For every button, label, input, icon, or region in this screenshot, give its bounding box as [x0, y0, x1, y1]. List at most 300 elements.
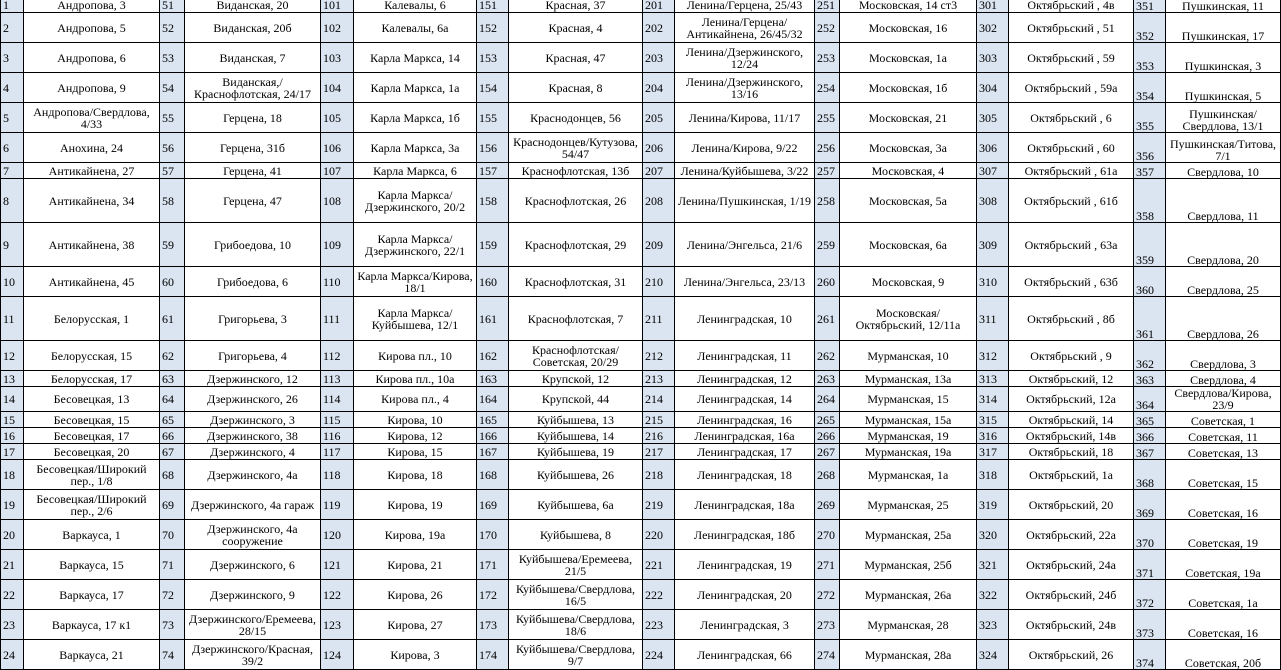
address-cell: Виданская, 7	[185, 43, 321, 73]
table-body	[1, 0, 1281, 670]
row-number: 102	[321, 13, 354, 43]
address-cell: Карла Маркса/Куйбышева, 12/1	[354, 297, 477, 341]
row-number: 268	[815, 460, 840, 490]
row-number: 23	[1, 610, 24, 640]
row-number: 212	[643, 341, 675, 371]
address-cell: Дзержинского, 3	[185, 412, 321, 428]
row-number: 369	[1134, 490, 1166, 520]
address-cell: Свердлова, 26	[1166, 297, 1281, 341]
address-cell: Карла Маркса, 1а	[354, 73, 477, 103]
address-cell: Кирова, 12	[354, 428, 477, 444]
address-cell: Куйбышева, 8	[509, 520, 643, 550]
address-cell: Ленинградская, 14	[675, 387, 815, 412]
row-number: 12	[1, 341, 24, 371]
address-cell: Дзержинского, 38	[185, 428, 321, 444]
address-cell: Октябрьский, 24в	[1009, 610, 1134, 640]
address-cell: Ленина/Кирова, 11/17	[675, 103, 815, 133]
address-cell: Андропова, 5	[24, 13, 160, 43]
address-cell: Дзержинского, 4а сооружение	[185, 520, 321, 550]
address-cell: Краснодонцев, 56	[509, 103, 643, 133]
row-number: 73	[160, 610, 185, 640]
address-cell: Куйбышева, 13	[509, 412, 643, 428]
address-cell: Ленина/Герцена/Антикайнена, 26/45/32	[675, 13, 815, 43]
table-row	[1, 133, 1281, 163]
row-number: 358	[1134, 179, 1166, 223]
address-cell: Краснофлотская, 29	[509, 223, 643, 267]
address-cell: Кирова, 10	[354, 412, 477, 428]
row-number: 318	[977, 460, 1009, 490]
row-number: 314	[977, 387, 1009, 412]
row-number: 205	[643, 103, 675, 133]
address-cell: Советская, 19	[1166, 520, 1281, 550]
row-number: 72	[160, 580, 185, 610]
address-cell: Куйбышева/Свердлова, 9/7	[509, 640, 643, 670]
row-number: 13	[1, 371, 24, 387]
row-number: 57	[160, 163, 185, 179]
row-number: 316	[977, 428, 1009, 444]
row-number: 322	[977, 580, 1009, 610]
row-number: 321	[977, 550, 1009, 580]
table-row	[1, 580, 1281, 610]
row-number: 359	[1134, 223, 1166, 267]
row-number: 107	[321, 163, 354, 179]
address-cell: Советская, 1а	[1166, 580, 1281, 610]
row-number: 265	[815, 412, 840, 428]
row-number: 309	[977, 223, 1009, 267]
row-number: 271	[815, 550, 840, 580]
row-number: 221	[643, 550, 675, 580]
row-number: 14	[1, 387, 24, 412]
row-number: 5	[1, 103, 24, 133]
table-row	[1, 0, 1281, 13]
row-number: 9	[1, 223, 24, 267]
address-cell: Ленинградская, 19	[675, 550, 815, 580]
address-cell: Кирова пл., 4	[354, 387, 477, 412]
address-cell: Пушкинская, 3	[1166, 43, 1281, 73]
address-cell: Белорусская, 1	[24, 297, 160, 341]
address-cell: Карла Маркса, 3а	[354, 133, 477, 163]
row-number: 120	[321, 520, 354, 550]
row-number: 156	[477, 133, 509, 163]
address-cell: Кирова, 27	[354, 610, 477, 640]
row-number: 357	[1134, 163, 1166, 179]
address-cell: Свердлова, 25	[1166, 267, 1281, 297]
address-cell: Ленина/Куйбышева, 3/22	[675, 163, 815, 179]
address-cell: Свердлова/Кирова, 23/9	[1166, 387, 1281, 412]
address-cell: Варкауса, 15	[24, 550, 160, 580]
address-cell: Куйбышева/Свердлова, 16/5	[509, 580, 643, 610]
row-number: 105	[321, 103, 354, 133]
address-cell: Октябрьский, 20	[1009, 490, 1134, 520]
row-number: 173	[477, 610, 509, 640]
row-number: 7	[1, 163, 24, 179]
address-cell: Московская, 5а	[840, 179, 977, 223]
row-number: 354	[1134, 73, 1166, 103]
row-number: 219	[643, 490, 675, 520]
table-row	[1, 341, 1281, 371]
table-row	[1, 490, 1281, 520]
row-number: 24	[1, 640, 24, 670]
row-number: 254	[815, 73, 840, 103]
address-cell: Мурманская, 28а	[840, 640, 977, 670]
row-number: 8	[1, 179, 24, 223]
address-cell: Октябрьский, 24б	[1009, 580, 1134, 610]
address-cell: Дзержинского, 26	[185, 387, 321, 412]
row-number: 103	[321, 43, 354, 73]
row-number: 171	[477, 550, 509, 580]
table-row	[1, 460, 1281, 490]
address-cell: Советская, 19а	[1166, 550, 1281, 580]
row-number: 3	[1, 43, 24, 73]
row-number: 211	[643, 297, 675, 341]
address-cell: Герцена, 31б	[185, 133, 321, 163]
address-cell: Ленинградская, 12	[675, 371, 815, 387]
row-number: 209	[643, 223, 675, 267]
address-cell: Советская, 16	[1166, 610, 1281, 640]
row-number: 222	[643, 580, 675, 610]
row-number: 62	[160, 341, 185, 371]
row-number: 259	[815, 223, 840, 267]
address-cell: Кирова, 18	[354, 460, 477, 490]
row-number: 372	[1134, 580, 1166, 610]
address-cell: Антикайнена, 38	[24, 223, 160, 267]
row-number: 323	[977, 610, 1009, 640]
address-cell: Крупской, 12	[509, 371, 643, 387]
address-cell: Свердлова, 3	[1166, 341, 1281, 371]
address-cell: Октябрьский, 12а	[1009, 387, 1134, 412]
address-cell: Бесовецкая, 17	[24, 428, 160, 444]
row-number: 307	[977, 163, 1009, 179]
row-number: 266	[815, 428, 840, 444]
address-cell: Советская, 16	[1166, 490, 1281, 520]
address-cell: Московская, 6а	[840, 223, 977, 267]
row-number: 302	[977, 13, 1009, 43]
row-number: 310	[977, 267, 1009, 297]
address-cell: Андропова/Свердлова, 4/33	[24, 103, 160, 133]
address-cell: Мурманская, 19	[840, 428, 977, 444]
row-number: 315	[977, 412, 1009, 428]
address-cell: Октябрьский , 8б	[1009, 297, 1134, 341]
address-cell: Октябрьский , 9	[1009, 341, 1134, 371]
row-number: 114	[321, 387, 354, 412]
address-cell: Дзержинского, 9	[185, 580, 321, 610]
row-number: 113	[321, 371, 354, 387]
row-number: 119	[321, 490, 354, 520]
row-number: 153	[477, 43, 509, 73]
row-number: 19	[1, 490, 24, 520]
row-number: 368	[1134, 460, 1166, 490]
row-number: 311	[977, 297, 1009, 341]
row-number: 320	[977, 520, 1009, 550]
address-cell: Октябрьский , 61б	[1009, 179, 1134, 223]
address-cell: Ленинградская, 16а	[675, 428, 815, 444]
table-row	[1, 387, 1281, 412]
row-number: 371	[1134, 550, 1166, 580]
address-cell: Ленинградская, 18б	[675, 520, 815, 550]
address-cell: Московская, 9	[840, 267, 977, 297]
row-number: 160	[477, 267, 509, 297]
address-cell: Свердлова, 20	[1166, 223, 1281, 267]
row-number: 68	[160, 460, 185, 490]
row-number: 10	[1, 267, 24, 297]
address-cell: Дзержинского, 12	[185, 371, 321, 387]
address-cell: Мурманская, 25б	[840, 550, 977, 580]
table-row	[1, 297, 1281, 341]
address-cell: Ленина/Дзержинского, 13/16	[675, 73, 815, 103]
address-cell: Мурманская, 19а	[840, 444, 977, 460]
row-number: 155	[477, 103, 509, 133]
address-cell: Октябрьский , 59а	[1009, 73, 1134, 103]
address-cell: Андропова, 6	[24, 43, 160, 73]
row-number: 270	[815, 520, 840, 550]
row-number: 115	[321, 412, 354, 428]
table-row	[1, 371, 1281, 387]
row-number: 64	[160, 387, 185, 412]
address-cell: Крупской, 44	[509, 387, 643, 412]
address-cell: Ленина/Пушкинская, 1/19	[675, 179, 815, 223]
address-cell: Октябрьский, 14в	[1009, 428, 1134, 444]
address-cell: Красная, 37	[509, 0, 643, 13]
row-number: 363	[1134, 371, 1166, 387]
row-number: 74	[160, 640, 185, 670]
address-cell: Герцена, 18	[185, 103, 321, 133]
row-number: 260	[815, 267, 840, 297]
address-cell: Куйбышева, 26	[509, 460, 643, 490]
row-number: 303	[977, 43, 1009, 73]
row-number: 108	[321, 179, 354, 223]
address-cell: Октябрьский, 12	[1009, 371, 1134, 387]
address-cell: Мурманская, 10	[840, 341, 977, 371]
table-row	[1, 520, 1281, 550]
row-number: 306	[977, 133, 1009, 163]
row-number: 20	[1, 520, 24, 550]
address-cell: Пушкинская/Свердлова, 13/1	[1166, 103, 1281, 133]
row-number: 261	[815, 297, 840, 341]
row-number: 255	[815, 103, 840, 133]
address-cell: Свердлова, 10	[1166, 163, 1281, 179]
address-cell: Кирова, 26	[354, 580, 477, 610]
row-number: 123	[321, 610, 354, 640]
row-number: 161	[477, 297, 509, 341]
address-cell: Октябрьский, 22а	[1009, 520, 1134, 550]
row-number: 167	[477, 444, 509, 460]
address-cell: Краснофлотская, 31	[509, 267, 643, 297]
row-number: 168	[477, 460, 509, 490]
row-number: 262	[815, 341, 840, 371]
address-cell: Бесовецкая/Широкий пер., 1/8	[24, 460, 160, 490]
address-cell: Ленинградская, 18а	[675, 490, 815, 520]
address-cell: Советская, 1	[1166, 412, 1281, 428]
address-cell: Кирова пл., 10а	[354, 371, 477, 387]
address-cell: Советская, 20б	[1166, 640, 1281, 670]
row-number: 60	[160, 267, 185, 297]
address-cell: Ленинградская, 10	[675, 297, 815, 341]
row-number: 22	[1, 580, 24, 610]
address-cell: Виданская,/Краснофлотская, 24/17	[185, 73, 321, 103]
row-number: 319	[977, 490, 1009, 520]
address-cell: Герцена, 47	[185, 179, 321, 223]
table-row	[1, 163, 1281, 179]
row-number: 69	[160, 490, 185, 520]
row-number: 301	[977, 0, 1009, 13]
address-cell: Дзержинского/Красная, 39/2	[185, 640, 321, 670]
address-cell: Дзержинского, 4а гараж	[185, 490, 321, 520]
row-number: 58	[160, 179, 185, 223]
row-number: 312	[977, 341, 1009, 371]
row-number: 63	[160, 371, 185, 387]
row-number: 367	[1134, 444, 1166, 460]
row-number: 172	[477, 580, 509, 610]
address-cell: Кирова, 15	[354, 444, 477, 460]
row-number: 166	[477, 428, 509, 444]
row-number: 124	[321, 640, 354, 670]
row-number: 223	[643, 610, 675, 640]
table-row	[1, 179, 1281, 223]
row-number: 162	[477, 341, 509, 371]
row-number: 313	[977, 371, 1009, 387]
row-number: 257	[815, 163, 840, 179]
row-number: 272	[815, 580, 840, 610]
address-cell: Октябрьский, 24а	[1009, 550, 1134, 580]
row-number: 174	[477, 640, 509, 670]
address-cell: Ленина/Дзержинского, 12/24	[675, 43, 815, 73]
address-cell: Пушкинская, 17	[1166, 13, 1281, 43]
row-number: 364	[1134, 387, 1166, 412]
row-number: 353	[1134, 43, 1166, 73]
address-cell: Андропова, 3	[24, 0, 160, 13]
address-cell: Кирова, 19а	[354, 520, 477, 550]
address-cell: Варкауса, 17	[24, 580, 160, 610]
address-cell: Ленина/Энгельса, 21/6	[675, 223, 815, 267]
address-cell: Мурманская, 25	[840, 490, 977, 520]
row-number: 362	[1134, 341, 1166, 371]
table-row	[1, 43, 1281, 73]
address-cell: Ленинградская, 16	[675, 412, 815, 428]
row-number: 51	[160, 0, 185, 13]
row-number: 317	[977, 444, 1009, 460]
row-number: 111	[321, 297, 354, 341]
row-number: 104	[321, 73, 354, 103]
row-number: 263	[815, 371, 840, 387]
row-number: 106	[321, 133, 354, 163]
row-number: 214	[643, 387, 675, 412]
address-cell: Белорусская, 17	[24, 371, 160, 387]
row-number: 6	[1, 133, 24, 163]
address-cell: Краснофлотская, 26	[509, 179, 643, 223]
address-cell: Ленинградская, 17	[675, 444, 815, 460]
row-number: 21	[1, 550, 24, 580]
address-cell: Анохина, 24	[24, 133, 160, 163]
row-number: 215	[643, 412, 675, 428]
row-number: 216	[643, 428, 675, 444]
table-row	[1, 610, 1281, 640]
address-cell: Антикайнена, 45	[24, 267, 160, 297]
address-cell: Красная, 4	[509, 13, 643, 43]
row-number: 220	[643, 520, 675, 550]
address-cell: Советская, 15	[1166, 460, 1281, 490]
row-number: 67	[160, 444, 185, 460]
address-cell: Куйбышева/Еремеева, 21/5	[509, 550, 643, 580]
address-cell: Свердлова, 4	[1166, 371, 1281, 387]
row-number: 374	[1134, 640, 1166, 670]
address-cell: Мурманская, 13а	[840, 371, 977, 387]
row-number: 204	[643, 73, 675, 103]
row-number: 224	[643, 640, 675, 670]
address-cell: Краснодонцев/Кутузова, 54/47	[509, 133, 643, 163]
address-cell: Бесовецкая, 13	[24, 387, 160, 412]
table-row	[1, 444, 1281, 460]
address-cell: Виданская, 20б	[185, 13, 321, 43]
address-cell: Московская, 1а	[840, 43, 977, 73]
address-cell: Краснофлотская, 7	[509, 297, 643, 341]
row-number: 202	[643, 13, 675, 43]
address-cell: Октябрьский , 63а	[1009, 223, 1134, 267]
address-cell: Московская, 16	[840, 13, 977, 43]
row-number: 366	[1134, 428, 1166, 444]
address-cell: Дзержинского, 4	[185, 444, 321, 460]
address-cell: Ленинградская, 20	[675, 580, 815, 610]
address-cell: Московская, 4	[840, 163, 977, 179]
row-number: 121	[321, 550, 354, 580]
address-cell: Мурманская, 1а	[840, 460, 977, 490]
address-cell: Московская, 3а	[840, 133, 977, 163]
row-number: 304	[977, 73, 1009, 103]
address-cell: Ленина/Энгельса, 23/13	[675, 267, 815, 297]
address-cell: Грибоедова, 6	[185, 267, 321, 297]
address-cell: Красная, 8	[509, 73, 643, 103]
row-number: 356	[1134, 133, 1166, 163]
address-cell: Карла Маркса/Дзержинского, 22/1	[354, 223, 477, 267]
address-cell: Московская, 21	[840, 103, 977, 133]
row-number: 264	[815, 387, 840, 412]
address-cell: Карла Маркса, 1б	[354, 103, 477, 133]
row-number: 164	[477, 387, 509, 412]
row-number: 1	[1, 0, 24, 13]
address-cell: Московская, 14 ст3	[840, 0, 977, 13]
address-cell: Краснофлотская, 13б	[509, 163, 643, 179]
table-row	[1, 73, 1281, 103]
row-number: 324	[977, 640, 1009, 670]
row-number: 65	[160, 412, 185, 428]
row-number: 206	[643, 133, 675, 163]
address-cell: Октябрьский , 60	[1009, 133, 1134, 163]
row-number: 61	[160, 297, 185, 341]
address-cell: Октябрьский, 18	[1009, 444, 1134, 460]
row-number: 365	[1134, 412, 1166, 428]
address-cell: Куйбышева, 19	[509, 444, 643, 460]
row-number: 203	[643, 43, 675, 73]
address-cell: Октябрьский, 26	[1009, 640, 1134, 670]
row-number: 352	[1134, 13, 1166, 43]
row-number: 17	[1, 444, 24, 460]
address-cell: Мурманская, 28	[840, 610, 977, 640]
row-number: 52	[160, 13, 185, 43]
row-number: 170	[477, 520, 509, 550]
address-cell: Свердлова, 11	[1166, 179, 1281, 223]
row-number: 169	[477, 490, 509, 520]
address-cell: Варкауса, 17 к1	[24, 610, 160, 640]
row-number: 360	[1134, 267, 1166, 297]
table-row	[1, 640, 1281, 670]
row-number: 207	[643, 163, 675, 179]
address-cell: Дзержинского/Еремеева, 28/15	[185, 610, 321, 640]
address-cell: Мурманская, 15а	[840, 412, 977, 428]
address-cell: Краснофлотская/Советская, 20/29	[509, 341, 643, 371]
address-cell: Белорусская, 15	[24, 341, 160, 371]
address-cell: Бесовецкая, 15	[24, 412, 160, 428]
row-number: 274	[815, 640, 840, 670]
row-number: 269	[815, 490, 840, 520]
